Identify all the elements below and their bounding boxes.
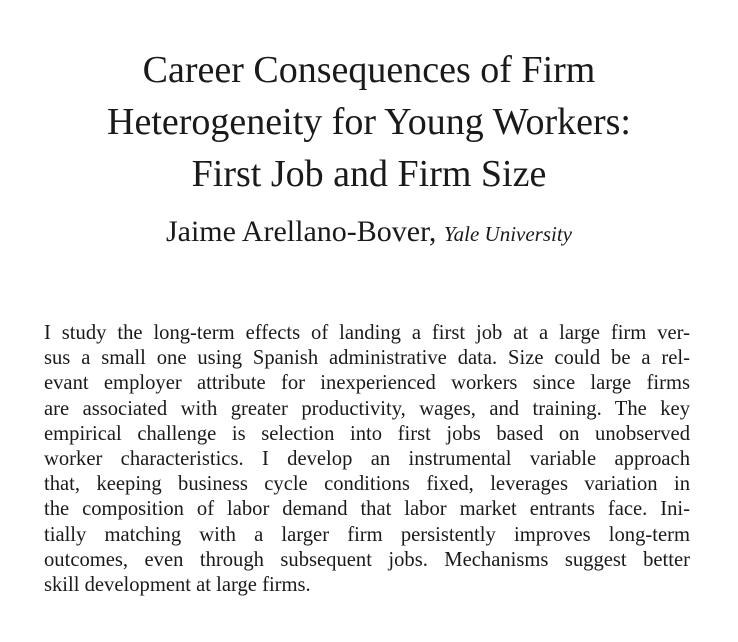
title-line: Career Consequences of Firm [142,49,596,91]
title-line: Heterogeneity for Young Workers: [107,101,631,143]
abstract-line: that, keeping business cycle conditions fixed, leverages variation in [44,473,690,496]
author-name: Jaime Arellano-Bover, [165,215,437,248]
byline [20,212,718,254]
abstract-line: I study the long-term effects of landing a first job at a large firm ver- [44,322,690,344]
abstract-line: the composition of labor demand that labor market entrants face. Ini- [44,498,690,521]
paper-title [20,44,718,200]
abstract-line: outcomes, even through subsequent jobs. Mechanisms suggest better [44,548,690,571]
title-line: First Job and Firm Size [191,153,547,195]
abstract-line: are associated with greater productivity, wages, and training. The key [44,397,690,420]
author-affiliation: Yale University [443,222,573,246]
abstract-line: worker characteristics. I develop an instrumental variable approach [44,448,690,471]
abstract-line: sus a small one using Spanish administrative data. Size could be a rel- [44,347,690,370]
abstract-line: evant employer attribute for inexperienced workers since large firms [44,372,690,395]
abstract-line: skill development at large firms. [44,574,311,597]
abstract-line: tially matching with a larger firm persistently improves long-term [44,523,690,546]
abstract-line: empirical challenge is selection into first jobs based on unobserved [44,422,690,445]
abstract [44,321,690,598]
